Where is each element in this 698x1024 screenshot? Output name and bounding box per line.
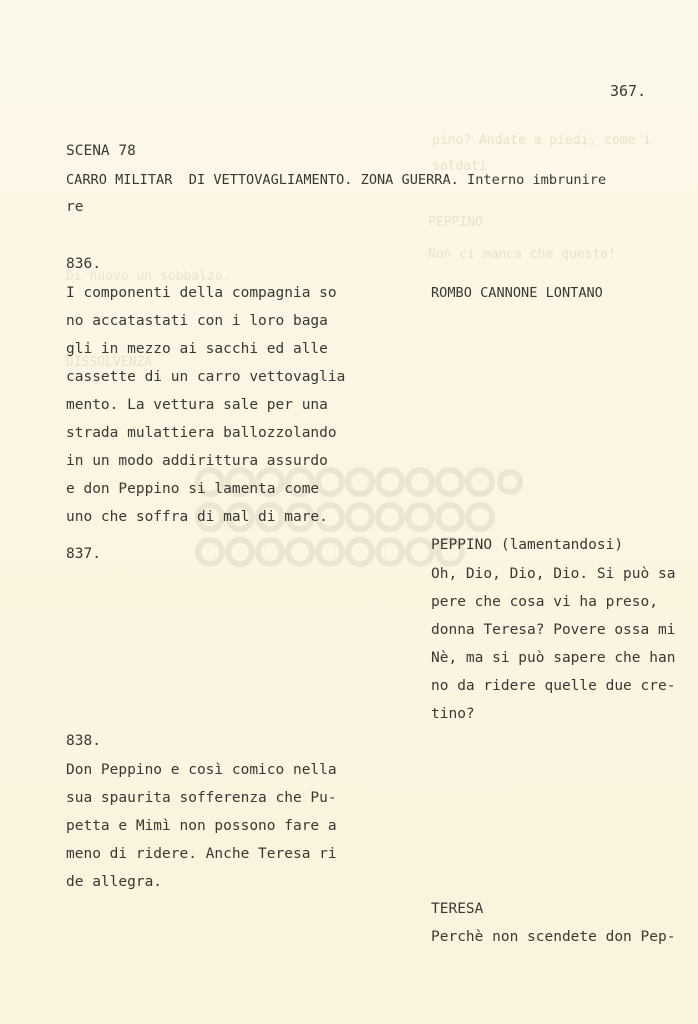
bleed-through-line: pino? Andate a piedi, come i [432,133,652,148]
shot-description-line: no accatastati con i loro baga [66,313,328,329]
dialogue-line: Nè, ma si può sapere che han [431,650,676,666]
bleed-through-line: PEPPINO [428,215,483,230]
character-name: PEPPINO (lamentandosi) [431,537,624,553]
dialogue-line: pere che cosa vi ha preso, [431,594,658,610]
shot-description-line: meno di ridere. Anche Teresa ri [66,846,337,862]
page-number: 367. [610,82,647,100]
character-name: TERESA [431,901,484,917]
dialogue-line: Oh, Dio, Dio, Dio. Si può sa [431,566,676,582]
bleed-through-line: Di nuovo un sobbalzo. [66,269,231,284]
shot-description-line: uno che soffra di mal di mare. [66,509,328,525]
shot-description-line: petta e Mimì non possono fare a [66,818,337,834]
sound-cue: ROMBO CANNONE LONTANO [431,285,603,301]
shot-description-line: e don Peppino si lamenta come [66,481,320,497]
shot-description-line: gli in mezzo ai sacchi ed alle [66,341,328,357]
shot-description-line: in un modo addirittura assurdo [66,453,328,469]
bleed-through-line: Non ci manca che questa! [428,247,616,262]
bleed-through-line: soldati [432,159,487,174]
scene-title: SCENA 78 [66,143,136,159]
scene-heading-line: re [66,199,84,215]
shot-description-line: Don Peppino e così comico nella [66,762,337,778]
shot-description-line: cassette di un carro vettovaglia [66,369,346,385]
shot-description-line: mento. La vettura sale per una [66,397,328,413]
shot-description-line: sua spaurita sofferenza che Pu- [66,790,337,806]
dialogue-line: tino? [431,706,475,722]
shot-number: 838. [66,733,101,749]
scene-heading-line: CARRO MILITAR DI VETTOVAGLIAMENTO. ZONA GUERRA. Interno imbrunire [66,172,607,188]
shot-number: 837. [66,546,101,562]
shot-description-line: de allegra. [66,874,163,890]
shot-number: 836. [66,256,101,272]
dialogue-line: no da ridere quelle due cre- [431,678,676,694]
shot-description-line: strada mulattiera ballozzolando [66,425,337,441]
dialogue-line: donna Teresa? Povere ossa mi [431,622,676,638]
bleed-through-line: DISSOLVENZA [66,355,153,370]
shot-description-line: I componenti della compagnia so [66,285,337,301]
dialogue-line: Perchè non scendete don Pep- [431,929,676,945]
